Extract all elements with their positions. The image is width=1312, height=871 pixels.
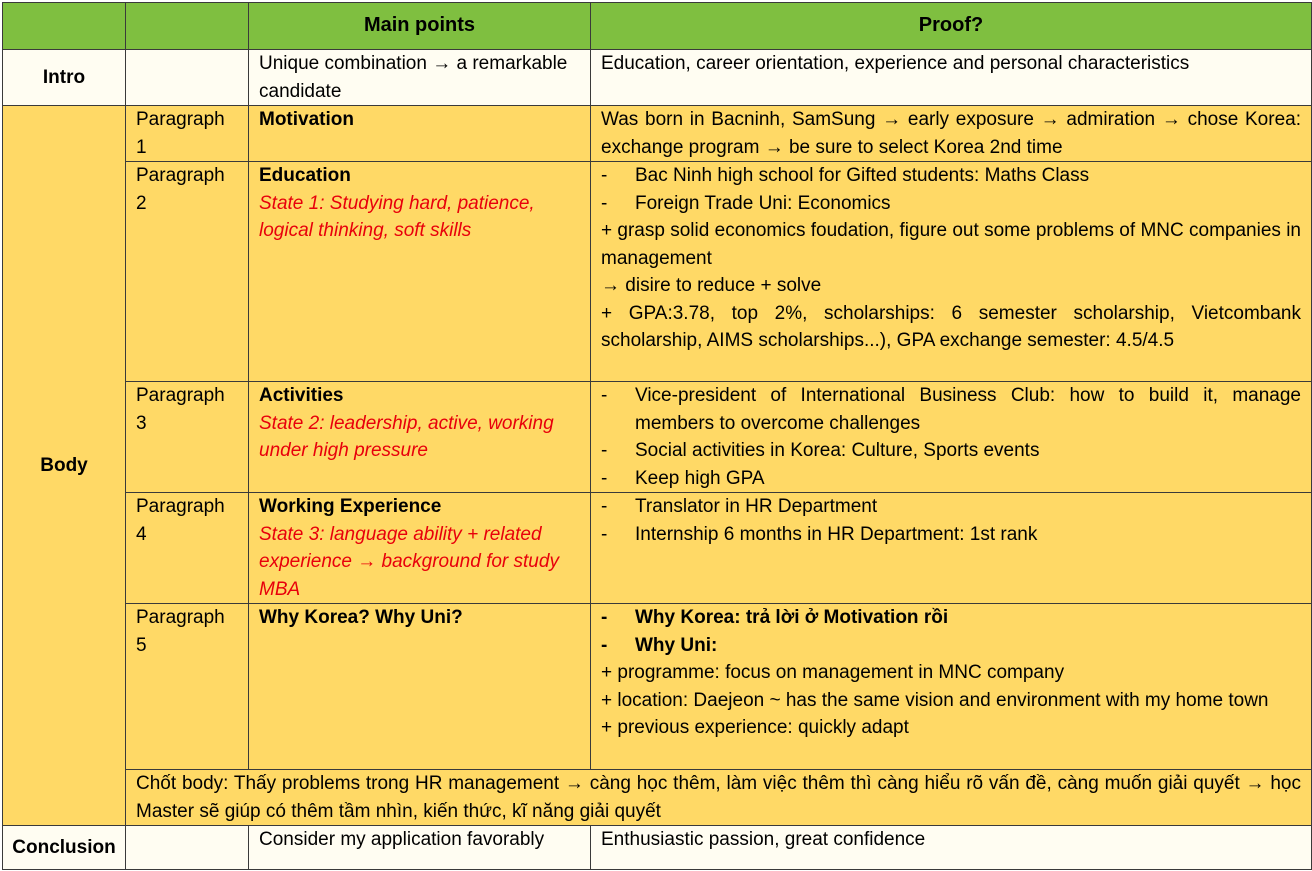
paragraph-2-proof	[591, 162, 1312, 382]
paragraph-5-title: Why Korea? Why Uni?	[259, 607, 463, 628]
header-proof: Proof?	[591, 3, 1312, 50]
conclusion-proof: Enthusiastic passion, great confidence	[591, 826, 1312, 870]
paragraph-5-label: Paragraph 5	[126, 604, 249, 770]
header-cell-section	[3, 3, 126, 50]
body-label: Body	[3, 106, 126, 826]
conclusion-row	[3, 826, 1312, 870]
paragraph-5-main-point	[249, 604, 591, 770]
table-row-paragraph-3	[3, 382, 1312, 493]
conclusion-paragraph-cell	[126, 826, 249, 870]
list-item: - Vice-president of International Business Club: how to build it, manage members to overcome challenges	[601, 382, 1301, 437]
paragraph-4-main-point	[249, 493, 591, 604]
conclusion-main-point: Consider my application favorably	[249, 826, 591, 870]
header-row	[3, 3, 1312, 50]
list-item: - Why Korea: trả lời ở Motivation rồi	[601, 604, 1301, 632]
essay-outline-table	[2, 2, 1312, 870]
proof-line: + previous experience: quickly adapt	[601, 717, 909, 738]
list-item: - Translator in HR Department	[601, 493, 1301, 521]
paragraph-3-proof	[591, 382, 1312, 493]
proof-line: + location: Daejeon ~ has the same vision and environment with my home town	[601, 689, 1269, 711]
table-row-paragraph-2	[3, 162, 1312, 382]
paragraph-4-title: Working Experience	[259, 496, 442, 517]
list-item: - Internship 6 months in HR Department: 1st rank	[601, 521, 1301, 549]
intro-paragraph-cell	[126, 50, 249, 106]
list-item: - Foreign Trade Uni: Economics	[601, 190, 1301, 218]
paragraph-4-label: Paragraph 4	[126, 493, 249, 604]
proof-line: + GPA:3.78, top 2%, scholarships: 6 semester scholarship, Vietcombank scholarship, AIMS scholarships...), GPA exchange semester: 4.5/4.5	[601, 302, 1301, 351]
intro-label: Intro	[3, 50, 126, 106]
paragraph-1-title: Motivation	[259, 109, 354, 130]
intro-proof: Education, career orientation, experience and personal characteristics	[591, 50, 1312, 106]
proof-line: + programme: focus on management in MNC company	[601, 662, 1065, 683]
paragraph-5-proof	[591, 604, 1312, 770]
intro-row	[3, 50, 1312, 106]
paragraph-4-state: State 3: language ability + related experience → background for study MBA	[259, 523, 559, 600]
paragraph-2-state: State 1: Studying hard, patience, logical thinking, soft skills	[259, 192, 535, 241]
paragraph-2-main-point	[249, 162, 591, 382]
list-item: - Bac Ninh high school for Gifted students: Maths Class	[601, 162, 1301, 190]
conclusion-label: Conclusion	[3, 826, 126, 870]
paragraph-2-title: Education	[259, 165, 351, 186]
header-main-points: Main points	[249, 3, 591, 50]
list-item: - Why Uni:	[601, 632, 1301, 660]
header-cell-paragraph	[126, 3, 249, 50]
list-item: - Social activities in Korea: Culture, Sports events	[601, 437, 1301, 465]
table-row-paragraph-1	[3, 106, 1312, 162]
paragraph-3-label: Paragraph 3	[126, 382, 249, 493]
body-summary: Chốt body: Thấy problems trong HR management → càng học thêm, làm việc thêm thì càng hiểu rõ vấn đề, càng muốn giải quyết → học Master sẽ giúp có thêm tầm nhìn, kiến thức, kĩ năng giải quyết	[126, 770, 1312, 826]
table-row-paragraph-5	[3, 604, 1312, 770]
paragraph-3-title: Activities	[259, 385, 344, 406]
table-row-paragraph-4	[3, 493, 1312, 604]
paragraph-1-label: Paragraph 1	[126, 106, 249, 162]
list-item: - Keep high GPA	[601, 465, 1301, 493]
body-summary-row	[3, 770, 1312, 826]
paragraph-2-label: Paragraph 2	[126, 162, 249, 382]
paragraph-1-proof: Was born in Bacninh, SamSung → early exposure → admiration → chose Korea: exchange program → be sure to select Korea 2nd time	[591, 106, 1312, 162]
proof-line: → disire to reduce + solve	[601, 275, 822, 296]
proof-line: + grasp solid economics foudation, figure out some problems of MNC companies in management	[601, 220, 1301, 269]
paragraph-3-main-point	[249, 382, 591, 493]
intro-main-point: Unique combination → a remarkable candidate	[249, 50, 591, 106]
paragraph-4-proof	[591, 493, 1312, 604]
paragraph-3-state: State 2: leadership, active, working under high pressure	[259, 412, 554, 461]
paragraph-1-main-point	[249, 106, 591, 162]
